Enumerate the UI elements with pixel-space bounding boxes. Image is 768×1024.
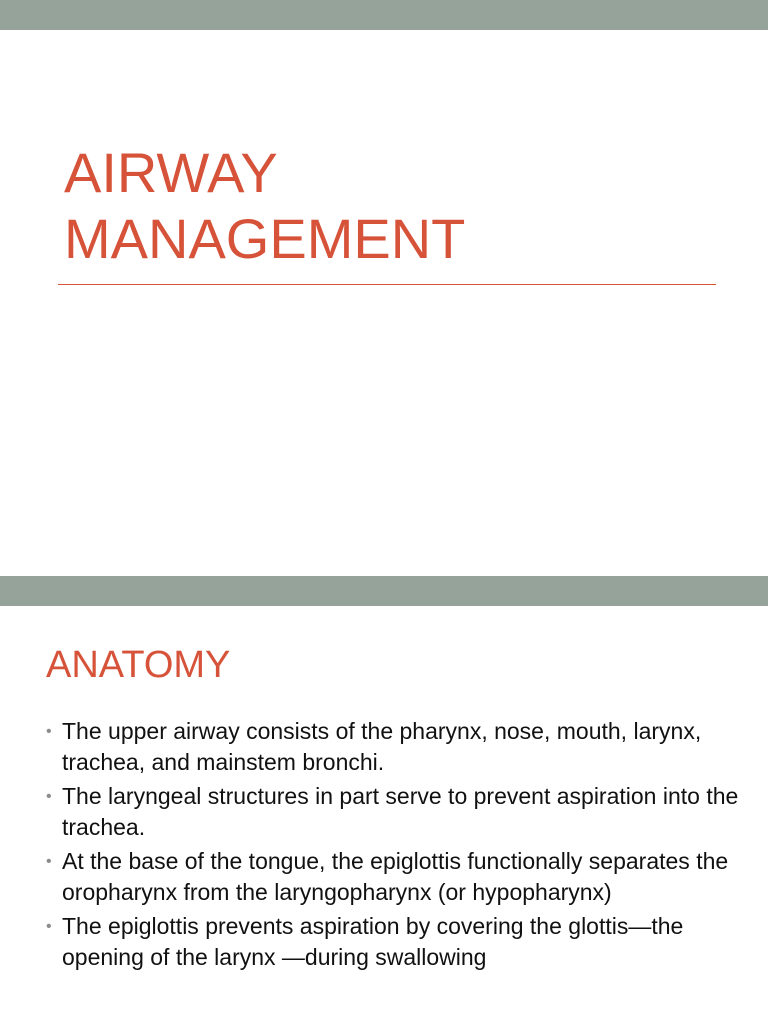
bullet-text: The laryngeal structures in part serve to prevent aspiration into the trachea. xyxy=(62,783,739,840)
bullet-icon: • xyxy=(46,853,52,870)
section-title: ANATOMY xyxy=(46,644,231,686)
bullet-text: The epiglottis prevents aspiration by covering the glottis—the opening of the larynx —during swallowing xyxy=(62,913,684,970)
bullet-item xyxy=(46,846,746,908)
bullet-item xyxy=(46,911,746,973)
bullet-icon: • xyxy=(46,788,52,805)
top-band xyxy=(0,0,768,30)
bullet-icon: • xyxy=(46,723,52,740)
title-line-1: AIRWAY xyxy=(64,141,278,204)
slide-title xyxy=(64,140,724,272)
bullet-text: At the base of the tongue, the epiglottis functionally separates the oropharynx from the laryngopharynx (or hypopharynx) xyxy=(62,848,729,905)
bullet-item xyxy=(46,716,746,778)
bullet-item xyxy=(46,781,746,843)
slide-separator-band xyxy=(0,576,768,606)
title-divider xyxy=(58,284,716,285)
bullet-text: The upper airway consists of the pharynx, nose, mouth, larynx, trachea, and mainstem bronchi. xyxy=(62,718,702,775)
bullet-icon: • xyxy=(46,918,52,935)
title-line-2: MANAGEMENT xyxy=(64,207,466,270)
bullet-list xyxy=(46,716,746,976)
